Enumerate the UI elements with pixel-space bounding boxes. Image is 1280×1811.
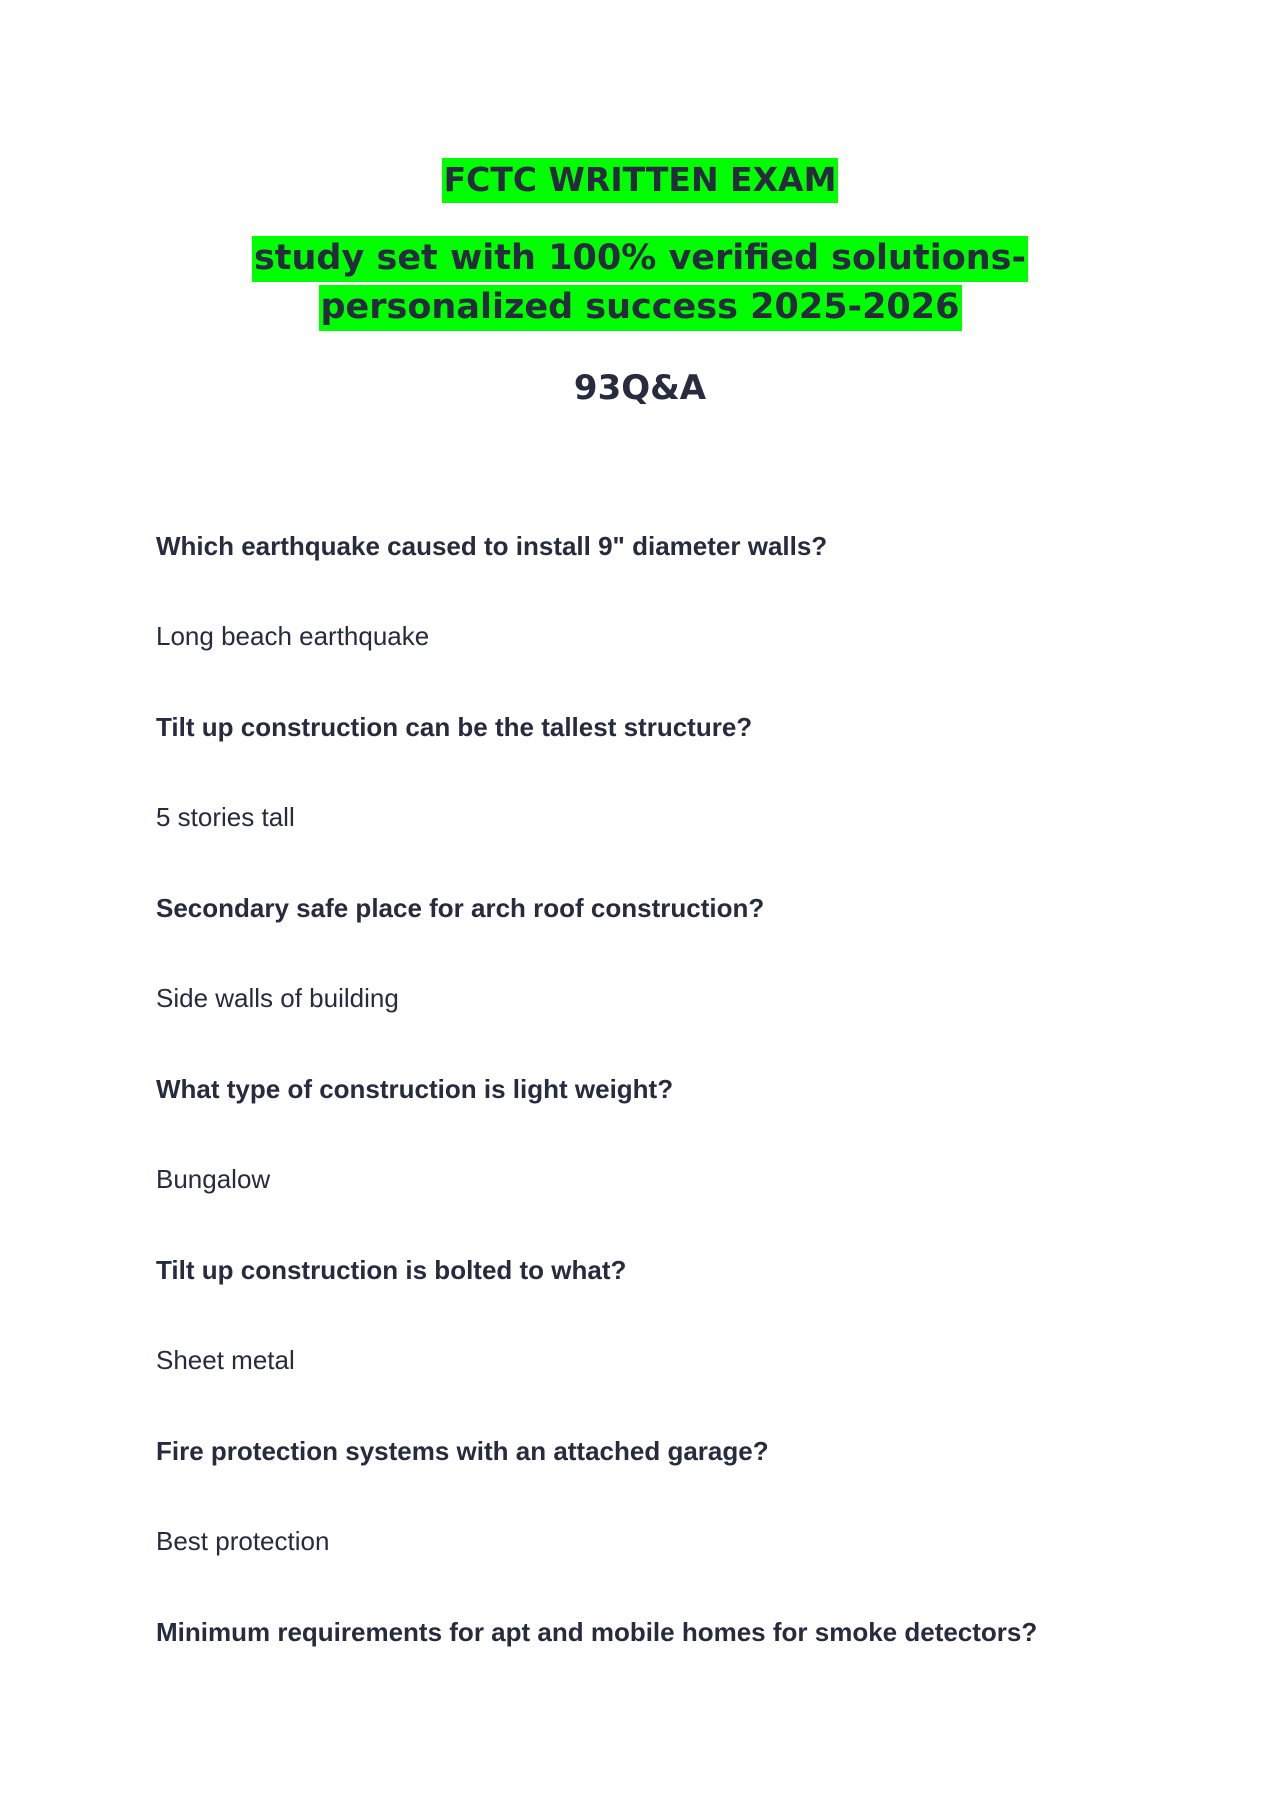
document-subtitle [160,234,1120,332]
question-count: 93Q&A [573,368,707,408]
answer-3: Side walls of building [156,983,399,1013]
question-6: Fire protection systems with an attached garage? [156,1436,769,1466]
answer-1: Long beach earthquake [156,621,430,651]
answer-5: Sheet metal [156,1345,295,1375]
question-7: Minimum requirements for apt and mobile homes for smoke detectors? [156,1617,1038,1647]
answer-2: 5 stories tall [156,802,295,832]
title-highlight: FCTC WRITTEN EXAM [442,158,839,203]
question-1: Which earthquake caused to install 9" diameter walls? [156,531,828,561]
answer-4: Bungalow [156,1164,271,1194]
question-2: Tilt up construction can be the tallest structure? [156,712,753,742]
question-4: What type of construction is light weight? [156,1074,674,1104]
subtitle-highlight: study set with 100% verified solutions-personalized success 2025-2026 [252,236,1028,331]
answer-6: Best protection [156,1526,330,1556]
question-5: Tilt up construction is bolted to what? [156,1255,627,1285]
question-3: Secondary safe place for arch roof construction? [156,893,765,923]
document-title [0,156,1280,204]
